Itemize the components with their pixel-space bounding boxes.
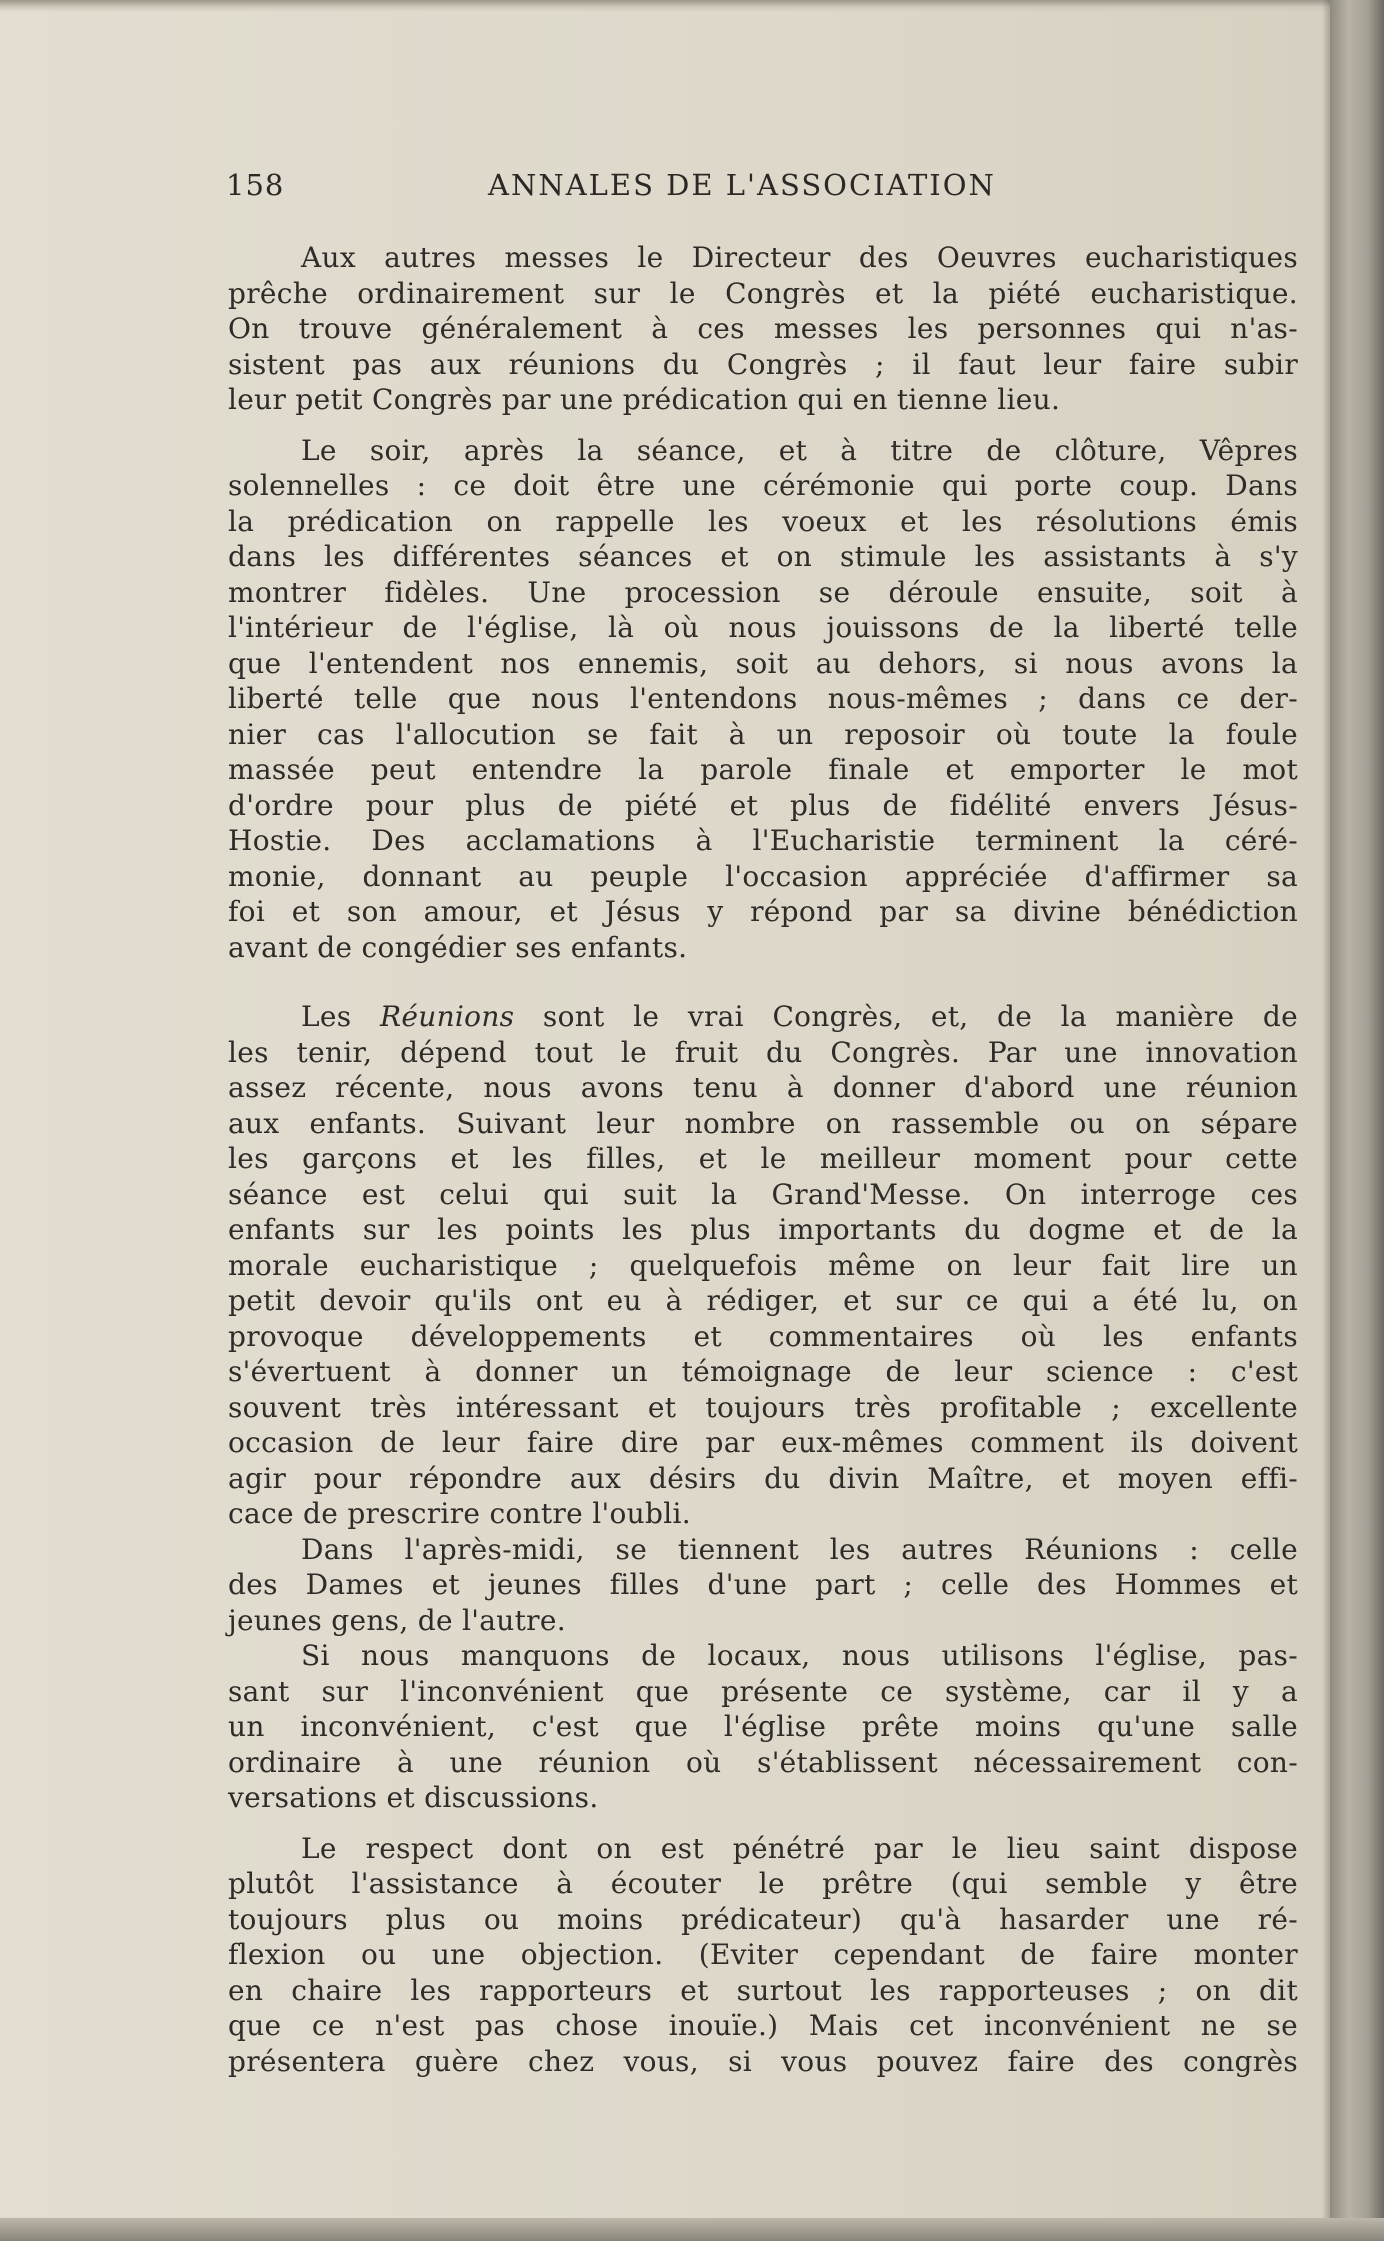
paragraph	[228, 1638, 1298, 1816]
text-line: que ce n'est pas chose inouïe.) Mais cet inconvénient ne se	[228, 2009, 1298, 2042]
text-line: Le respect dont on est pénétré par le lieu saint dispose	[301, 1831, 1298, 1865]
text-line: ordinaire à une réunion où s'établissent nécessairement con-	[228, 1745, 1298, 1779]
paragraph	[228, 433, 1298, 966]
text-line: leur petit Congrès par une prédication qui en tienne lieu.	[228, 383, 1061, 416]
text-line: Dans l'après-midi, se tiennent les autres Réunions : celle	[301, 1532, 1298, 1566]
text-run: sont le vrai Congrès, et, de la manière de	[514, 1000, 1298, 1033]
text-line: jeunes gens, de l'autre.	[228, 1603, 566, 1637]
text-line: petit devoir qu'ils ont eu à rédiger, et sur ce qui a été lu, on	[228, 1284, 1298, 1317]
text-line: versations et discussions.	[228, 1781, 599, 1814]
text-line	[228, 999, 1298, 1035]
page-top-shadow	[0, 0, 1330, 12]
text-line: provoque développements et commentaires où les enfants	[228, 1319, 1298, 1353]
text-line: enfants sur les points les plus importants du dogme et de la	[228, 1213, 1298, 1246]
text-line: assez récente, nous avons tenu à donner d'abord une réunion	[228, 1071, 1298, 1104]
text-line: montrer fidèles. Une procession se déroule ensuite, soit à	[228, 575, 1298, 609]
text-line: solennelles : ce doit être une cérémonie qui porte coup. Dans	[228, 469, 1298, 502]
text-line: foi et son amour, et Jésus y répond par sa divine bénédiction	[228, 895, 1298, 928]
body-text	[228, 240, 1298, 2079]
text-line: nier cas l'allocution se fait à un reposoir où toute la foule	[228, 717, 1298, 751]
text-line: monie, donnant au peuple l'occasion appréciée d'affirmer sa	[228, 859, 1298, 893]
page-number: 158	[226, 168, 285, 202]
text-line: en chaire les rapporteurs et surtout les rapporteuses ; on dit	[228, 1973, 1298, 2007]
text-line: massée peut entendre la parole finale et emporter le mot	[228, 753, 1298, 786]
italic-term: Réunions	[380, 1000, 515, 1033]
text-line: cace de prescrire contre l'oubli.	[228, 1497, 691, 1530]
text-line: prêche ordinairement sur le Congrès et la piété eucharistique.	[228, 276, 1298, 310]
text-line: les tenir, dépend tout le fruit du Congrès. Par une innovation	[228, 1035, 1298, 1069]
text-line: s'évertuent à donner un témoignage de leur science : c'est	[228, 1355, 1298, 1388]
text-line: Si nous manquons de locaux, nous utilisons l'église, pas-	[301, 1639, 1298, 1672]
text-line: d'ordre pour plus de piété et plus de fidélité envers Jésus-	[228, 788, 1298, 822]
paragraph	[228, 240, 1298, 418]
text-line: souvent très intéressant et toujours très profitable ; excellente	[228, 1390, 1298, 1424]
text-line: l'intérieur de l'église, là où nous jouissons de la liberté telle	[228, 611, 1298, 644]
text-line: la prédication on rappelle les voeux et les résolutions émis	[228, 504, 1298, 538]
text-run: Les	[301, 1000, 380, 1033]
text-line: un inconvénient, c'est que l'église prête moins qu'une salle	[228, 1710, 1298, 1743]
page-header	[226, 168, 1056, 212]
text-line: toujours plus ou moins prédicateur) qu'à hasarder une ré-	[228, 1902, 1298, 1936]
paragraph	[228, 1831, 1298, 2080]
text-line: agir pour répondre aux désirs du divin Maître, et moyen effi-	[228, 1461, 1298, 1495]
text-line: Hostie. Des acclamations à l'Eucharistie terminent la céré-	[228, 824, 1298, 857]
text-line: Aux autres messes le Directeur des Oeuvres eucharistiques	[301, 241, 1298, 274]
paragraph	[228, 999, 1298, 1532]
text-line: liberté telle que nous l'entendons nous-mêmes ; dans ce der-	[228, 682, 1298, 715]
running-head: ANNALES DE L'ASSOCIATION	[488, 168, 996, 202]
text-line: avant de congédier ses enfants.	[228, 930, 688, 964]
text-line: que l'entendent nos ennemis, soit au dehors, si nous avons la	[228, 646, 1298, 680]
text-line: On trouve généralement à ces messes les personnes qui n'as-	[228, 312, 1298, 345]
text-line: des Dames et jeunes filles d'une part ; celle des Hommes et	[228, 1568, 1298, 1601]
text-line: sistent pas aux réunions du Congrès ; il faut leur faire subir	[228, 347, 1298, 381]
text-line: plutôt l'assistance à écouter le prêtre (qui semble y être	[228, 1867, 1298, 1900]
paragraph	[228, 1532, 1298, 1639]
text-line: aux enfants. Suivant leur nombre on rassemble ou on sépare	[228, 1106, 1298, 1140]
book-gutter	[1330, 0, 1384, 2241]
text-line: présentera guère chez vous, si vous pouvez faire des congrès	[228, 2044, 1298, 2078]
text-line: séance est celui qui suit la Grand'Messe. On interroge ces	[228, 1177, 1298, 1211]
text-line: Le soir, après la séance, et à titre de clôture, Vêpres	[301, 433, 1298, 467]
text-line: les garçons et les filles, et le meilleur moment pour cette	[228, 1142, 1298, 1175]
text-line: morale eucharistique ; quelquefois même on leur fait lire un	[228, 1248, 1298, 1282]
text-line: flexion ou une objection. (Eviter cependant de faire monter	[228, 1938, 1298, 1971]
page-bottom-shadow	[0, 2218, 1384, 2241]
text-line: occasion de leur faire dire par eux-mêmes comment ils doivent	[228, 1426, 1298, 1459]
text-line: dans les différentes séances et on stimule les assistants à s'y	[228, 540, 1298, 573]
text-line: sant sur l'inconvénient que présente ce système, car il y a	[228, 1674, 1298, 1708]
